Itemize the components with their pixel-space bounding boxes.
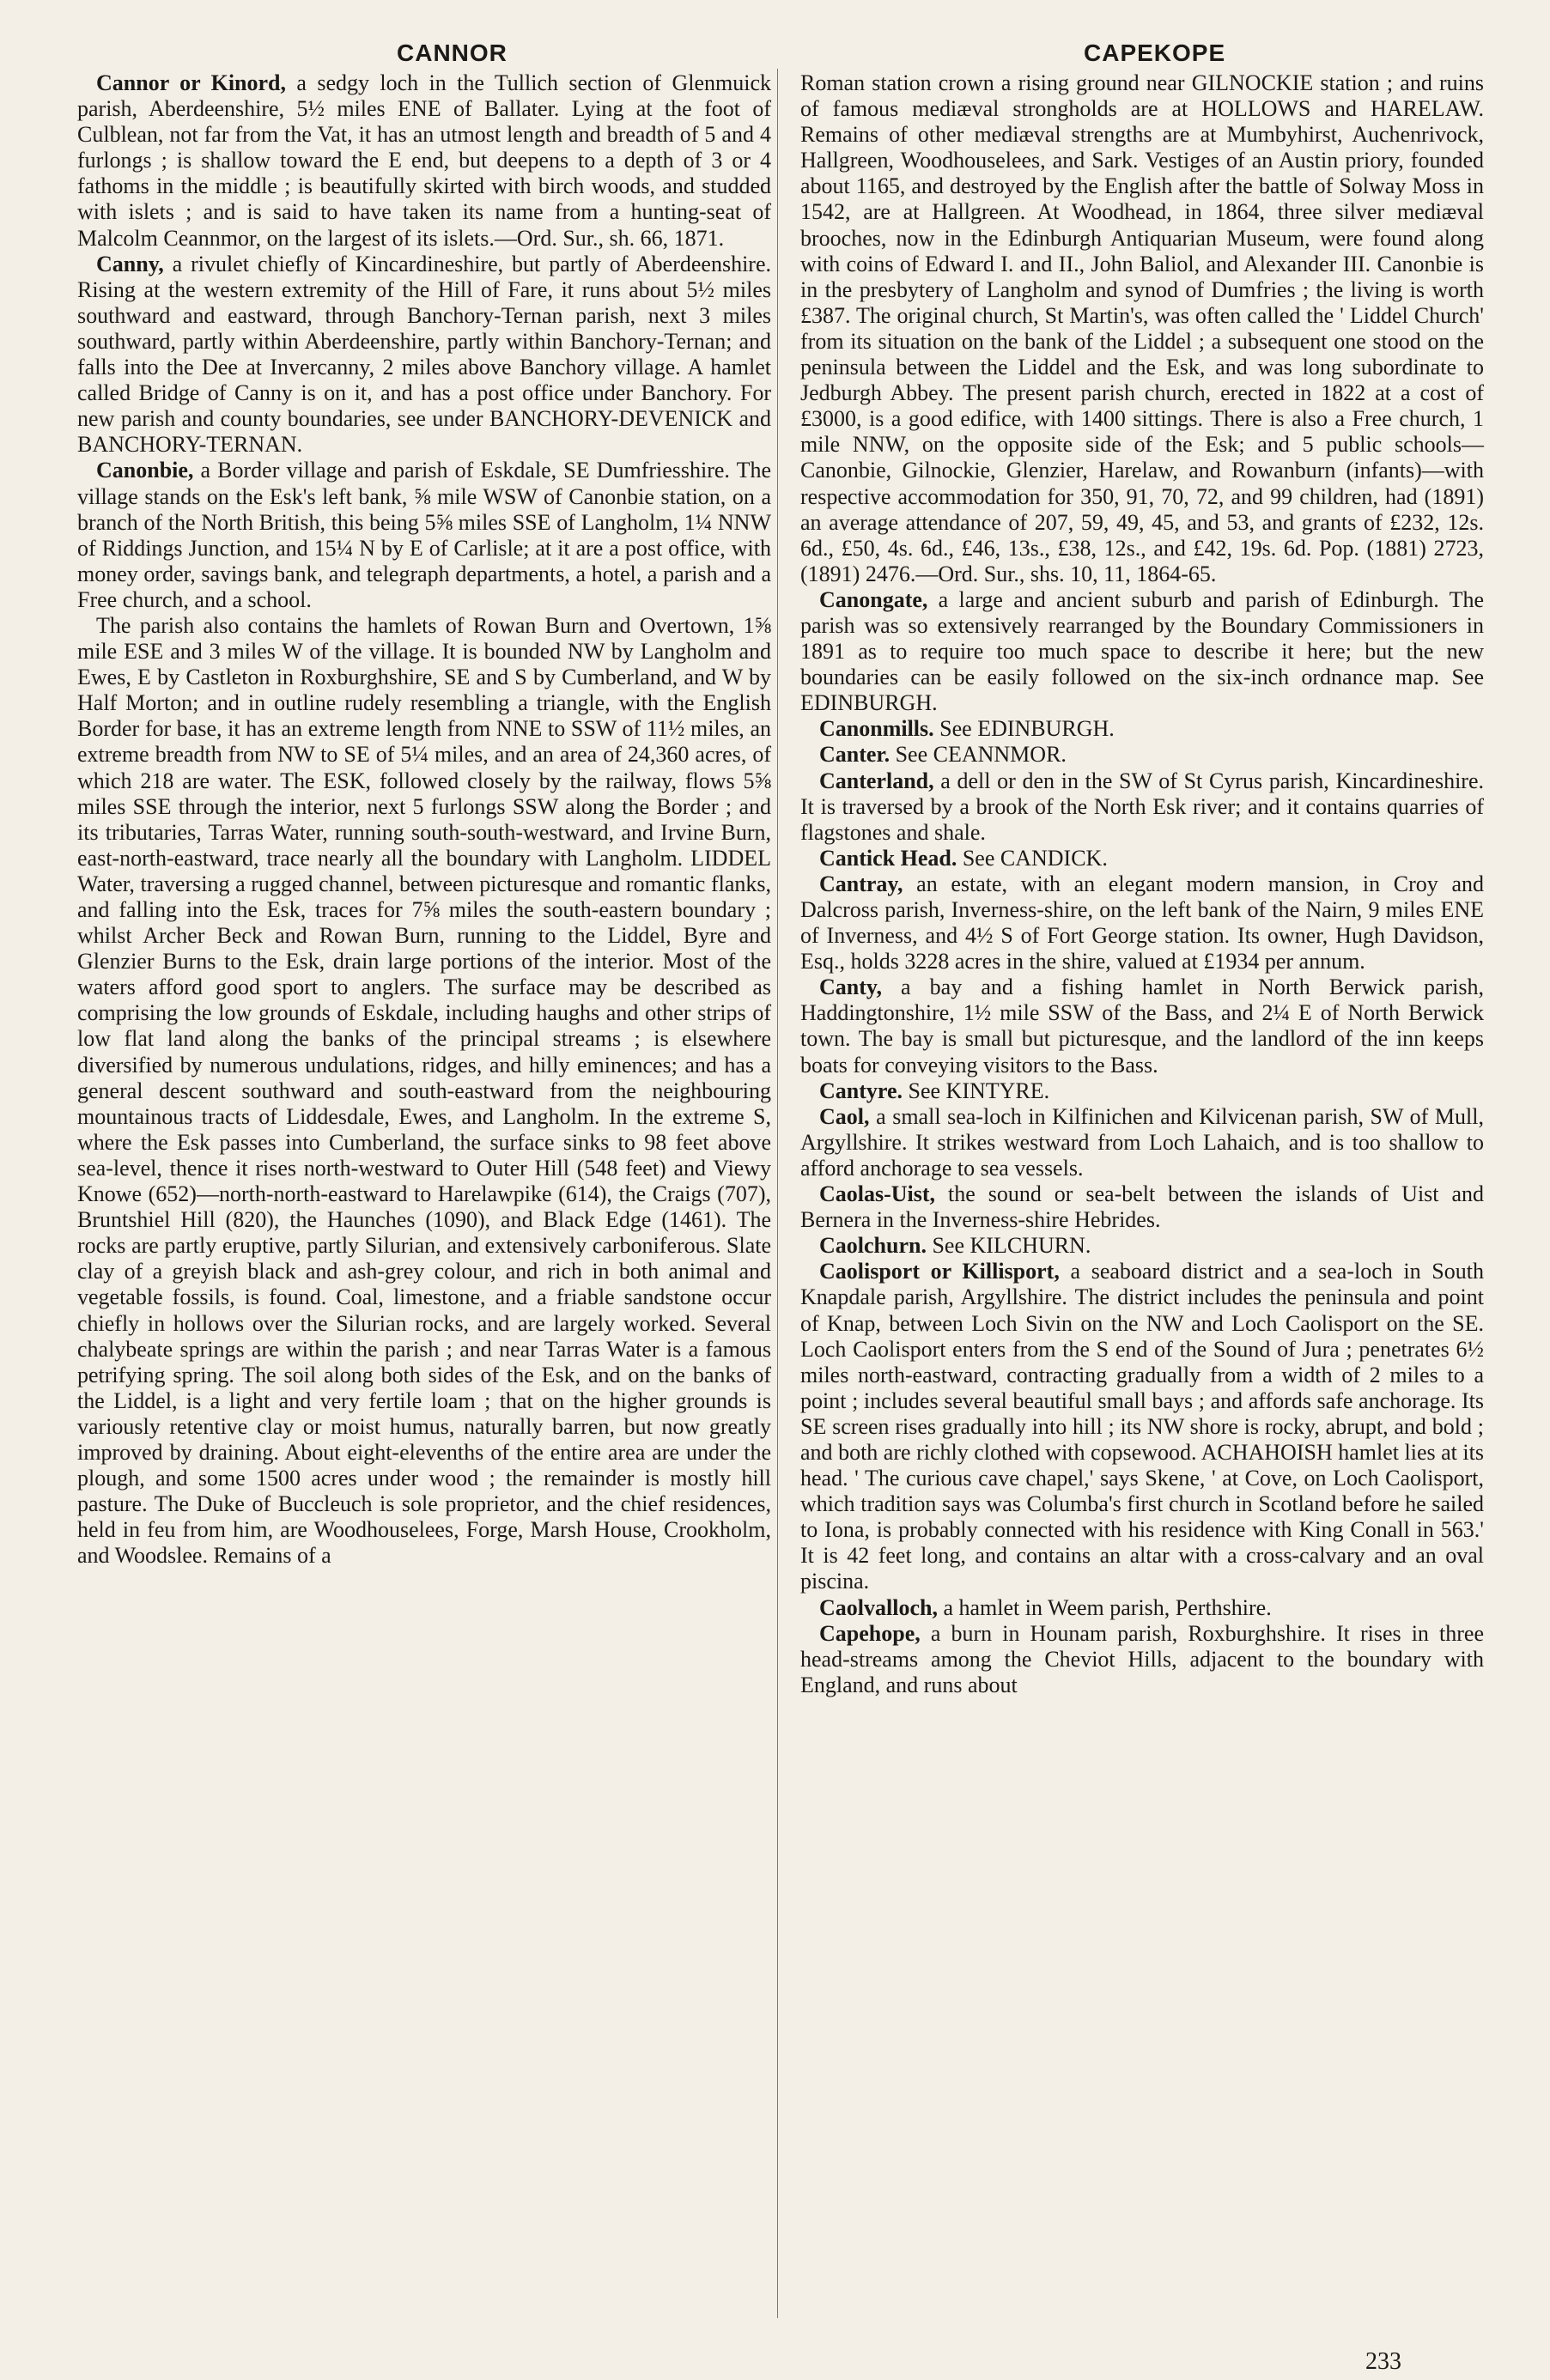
page-number: 233 (1365, 2348, 1401, 2375)
entry-canny (77, 252, 771, 458)
headword: Caolvalloch, (819, 1594, 938, 1620)
entry-text: a bay and a fishing hamlet in North Berwick parish, Haddingtonshire, 1½ mile SSW of the Bass, and 2¼ E of North Berwick town. The bay is small but picturesque, and the landlord of the inn keeps boats for conveying visitors to the Bass. (800, 974, 1484, 1078)
entry-caolchurn (800, 1233, 1484, 1259)
entry-caol (800, 1104, 1484, 1181)
entry-cantyre (800, 1078, 1484, 1104)
entry-text: a dell or den in the SW of St Cyrus parish, Kincardineshire. It is traversed by a brook of the North Esk river; and it contains quarries of flagstones and shale. (800, 768, 1484, 845)
headword: Cannor or Kinord, (96, 70, 287, 95)
headword: Cantyre. (819, 1078, 903, 1103)
entry-text: a burn in Hounam parish, Roxburghshire. It rises in three head-streams among the Cheviot Hills, adjacent to the boundary with England, and runs about (800, 1620, 1484, 1697)
entry-text: See KILCHURN. (926, 1233, 1091, 1259)
entry-text: The parish also contains the hamlets of Rowan Burn and Overtown, 1⅝ mile ESE and 3 miles W of the village. It is bounded NW by Langholm and Ewes, E by Castleton in Roxburghshire, SE and S by Cumberland, and W by Half Morton; and in outline rudely resembling a triangle, with the English Border for base, it has an extreme length from NNE to SSW of 11½ miles, an extreme breadth from NW to SE of 5¼ miles, and an area of 24,360 acres, of which 218 are water. The ESK, followed closely by the railway, flows 5⅝ miles SSE through the interior, next 5 furlongs SSW along the Border ; and its tributaries, Tarras Water, running south-south-westward, and Irvine Burn, east-north-eastward, trace nearly all the boundary with Langholm. LIDDEL Water, traversing a rugged channel, between picturesque and romantic flanks, and falling into the Esk, traces for 7⅝ miles the south-eastern boundary ; whilst Archer Beck and Rowan Burn, running to the Liddel, Byre and Glenzier Burns to the Esk, drain large portions of the interior. Most of the waters afford good sport to anglers. The surface may be described as comprising the low grounds of Eskdale, including haughs and other strips of low flat land along the banks of the principal streams ; is elsewhere diversified by numerous undulations, ridges, and hilly eminences; and has a general descent southward and south-eastward from the neighbouring mountainous tracts of Liddesdale, Ewes, and Langholm. In the extreme S, where the Esk passes into Cumberland, the surface sinks to 98 feet above sea-level, thence it rises north-westward to Outer Hill (548 feet) and Viewy Knowe (652)—north-north-eastward to Harelawpike (614), the Craigs (707), Bruntshiel Hill (820), the Haunches (1090), and Black Edge (1461). The rocks are partly eruptive, partly Silurian, and extensively carboniferous. Slate clay of a greyish black and ash-grey colour, and rich in both animal and vegetable fossils, is found. Coal, limestone, and a friable sandstone occur chiefly in hollows over the Silurian rocks, and are largely worked. Several chalybeate springs are within the parish ; and near Tarras Water is a famous petrifying spring. The soil along both sides of the Esk, and on the banks of the Liddel, is a light and very fertile loam ; that on the higher grounds is variously retentive clay or moist humus, naturally barren, but now greatly improved by draining. About eight-elevenths of the entire area are under the plough, and some 1500 acres under wood ; the remainder is mostly hill pasture. The Duke of Buccleuch is sole proprietor, and the chief residences, held in feu from him, are Woodhouselees, Forge, Marsh House, Crookholm, and Woodslee. Remains of a (77, 612, 771, 1569)
left-column (77, 70, 771, 1569)
entry-canongate (800, 587, 1484, 716)
headword: Canny, (96, 251, 164, 276)
entry-text: a small sea-loch in Kilfinichen and Kilvicenan parish, SW of Mull, Argyllshire. It strikes westward from Loch Lahaich, and is too shallow to afford anchorage to sea vessels. (800, 1103, 1484, 1181)
entry-canonbie-parish (77, 613, 771, 1569)
entry-text: a Border village and parish of Eskdale, SE Dumfriesshire. The village stands on the Esk's left bank, ⅝ mile WSW of Canonbie station, on a branch of the North British, this being 5⅝ miles SSE of Langholm, 1¼ NNW of Riddings Junction, and 15¼ N by E of Carlisle; at it are a post office, with money order, savings bank, and telegraph departments, a hotel, a parish and a Free church, and a school. (77, 458, 771, 612)
entry-canonmills (800, 716, 1484, 742)
entry-capehope (800, 1621, 1484, 1698)
running-header-right: CAPEKOPE (1084, 39, 1226, 66)
entry-text: a rivulet chiefly of Kincardineshire, but partly of Aberdeenshire. Rising at the western extremity of the Hill of Fare, it runs about 5½ miles southward and eastward, through Banchory-Ternan parish, next 3 miles southward, partly within Aberdeenshire, partly within Banchory-Ternan; and falls into the Dee at Invercanny, 2 miles above Banchory village. A hamlet called Bridge of Canny is on it, and has a post office under Banchory. For new parish and county boundaries, see under BANCHORY-DEVENICK and BANCHORY-TERNAN. (77, 251, 771, 458)
entry-canonbie-continued (800, 70, 1484, 587)
headword: Caolisport or Killisport, (819, 1259, 1060, 1284)
entry-text: See CEANNMOR. (890, 742, 1067, 768)
entry-text: a seaboard district and a sea-loch in South Knapdale parish, Argyllshire. The district includes the peninsula and point of Knap, between Loch Sivin on the NW and Loch Caolisport on the SE. Loch Caolisport enters from the S end of the Sound of Jura ; penetrates 6½ miles north-eastward, contracting gradually from a width of 2 miles to a point ; includes several beautiful small bays ; and affords safe anchorage. Its SE screen rises gradually into hill ; its NW shore is rocky, abrupt, and bold ; and both are richly clothed with copsewood. ACHAHOISH hamlet lies at its head. ' The curious cave chapel,' says Skene, ' at Cove, on Loch Caolisport, which tradition says was Columba's first church in Scotland before he sailed to Iona, is probably connected with his residence with King Conall in 563.' It is 42 feet long, and contains an altar with a cross-calvary and an oval piscina. (800, 1259, 1484, 1594)
entry-text: See KINTYRE. (903, 1078, 1050, 1103)
entry-canter (800, 742, 1484, 768)
entry-cantray (800, 871, 1484, 974)
headword: Canter. (819, 742, 890, 768)
entry-text: a large and ancient suburb and parish of Edinburgh. The parish was so extensively rearranged by the Boundary Commissioners in 1891 as to require too much space to describe it here; but the new boundaries can be easily followed on the six-inch ordnance map. See EDINBURGH. (800, 586, 1484, 716)
column-divider (777, 69, 778, 2318)
entry-text: the sound or sea-belt between the islands of Uist and Bernera in the Inverness-shire Hebrides. (800, 1181, 1484, 1233)
entry-text: See CANDICK. (957, 845, 1108, 871)
headword: Caol, (819, 1103, 870, 1129)
headword: Canonbie, (96, 458, 194, 483)
entry-text: See EDINBURGH. (933, 716, 1115, 742)
headword: Cantick Head. (819, 845, 957, 871)
entry-canty (800, 974, 1484, 1078)
entry-canonbie (77, 458, 771, 613)
headword: Canty, (819, 974, 882, 1000)
headword: Canterland, (819, 768, 934, 793)
entry-caolas-uist (800, 1181, 1484, 1233)
entry-text: a hamlet in Weem parish, Perthshire. (937, 1594, 1272, 1620)
headword: Caolas-Uist, (819, 1181, 936, 1207)
entry-caolvalloch (800, 1595, 1484, 1621)
headword: Canonmills. (819, 716, 934, 742)
entry-text: an estate, with an elegant modern mansion, in Croy and Dalcross parish, Inverness-shire, on the left bank of the Nairn, 9 miles ENE of Inverness, and 4½ S of Fort George station. Its owner, Hugh Davidson, Esq., holds 3228 acres in the shire, valued at £1934 per annum. (800, 871, 1484, 974)
entry-text: Roman station crown a rising ground near GILNOCKIE station ; and ruins of famous mediæval strongholds are at HOLLOWS and HARELAW. Remains of other mediæval strengths are at Mumbyhirst, Auchenrivock, Hallgreen, Woodhouselees, and Sark. Vestiges of an Austin priory, founded about 1165, and destroyed by the English after the battle of Solway Moss in 1542, are at Hallgreen. At Woodhead, in 1864, three silver mediæval brooches, now in the Edinburgh Antiquarian Museum, were found along with coins of Edward I. and II., John Baliol, and Alexander III. Canonbie is in the presbytery of Langholm and synod of Dumfries ; the living is worth £387. The original church, St Martin's, was often called the ' Liddel Church' from its situation on the bank of the Liddel ; a subsequent one stood on the peninsula between the Liddel and the Esk, and was long subordinate to Jedburgh Abbey. The present parish church, erected in 1822 at a cost of £3000, is a good edifice, with 1400 sittings. There is also a Free church, 1 mile NNW, on the opposite side of the Esk; and 5 public schools—Canonbie, Gilnockie, Glenzier, Harelaw, and Rowanburn (infants)—with respective accommodation for 350, 91, 70, 72, and 99 children, had (1891) an average attendance of 207, 59, 49, 45, and 53, and grants of £232, 12s. 6d., £50, 4s. 6d., £46, 13s., £38, 12s., and £42, 19s. 6d. Pop. (1881) 2723, (1891) 2476.—Ord. Sur., shs. 10, 11, 1864-65. (800, 70, 1484, 586)
headword: Caolchurn. (819, 1233, 927, 1259)
entry-text: a sedgy loch in the Tullich section of Glenmuick parish, Aberdeenshire, 5½ miles ENE of Ballater. Lying at the foot of Culblean, not far from the Vat, it has an utmost length and breadth of 5 and 4 furlongs ; is shallow toward the E end, but deepens to a depth of 3 or 4 fathoms in the middle ; is beautifully skirted with birch woods, and studded with islets ; and is said to have taken its name from a hunting-seat of Malcolm Ceannmor, on the largest of its islets.—Ord. Sur., sh. 66, 1871. (77, 70, 771, 251)
headword: Capehope, (819, 1620, 921, 1646)
entry-canterland (800, 768, 1484, 846)
entry-caolisport (800, 1259, 1484, 1594)
right-column (800, 70, 1484, 1698)
running-header-left: CANNOR (397, 39, 508, 66)
entry-cannor (77, 70, 771, 252)
entry-cantick-head (800, 846, 1484, 871)
headword: Cantray, (819, 871, 903, 896)
headword: Canongate, (819, 586, 928, 612)
